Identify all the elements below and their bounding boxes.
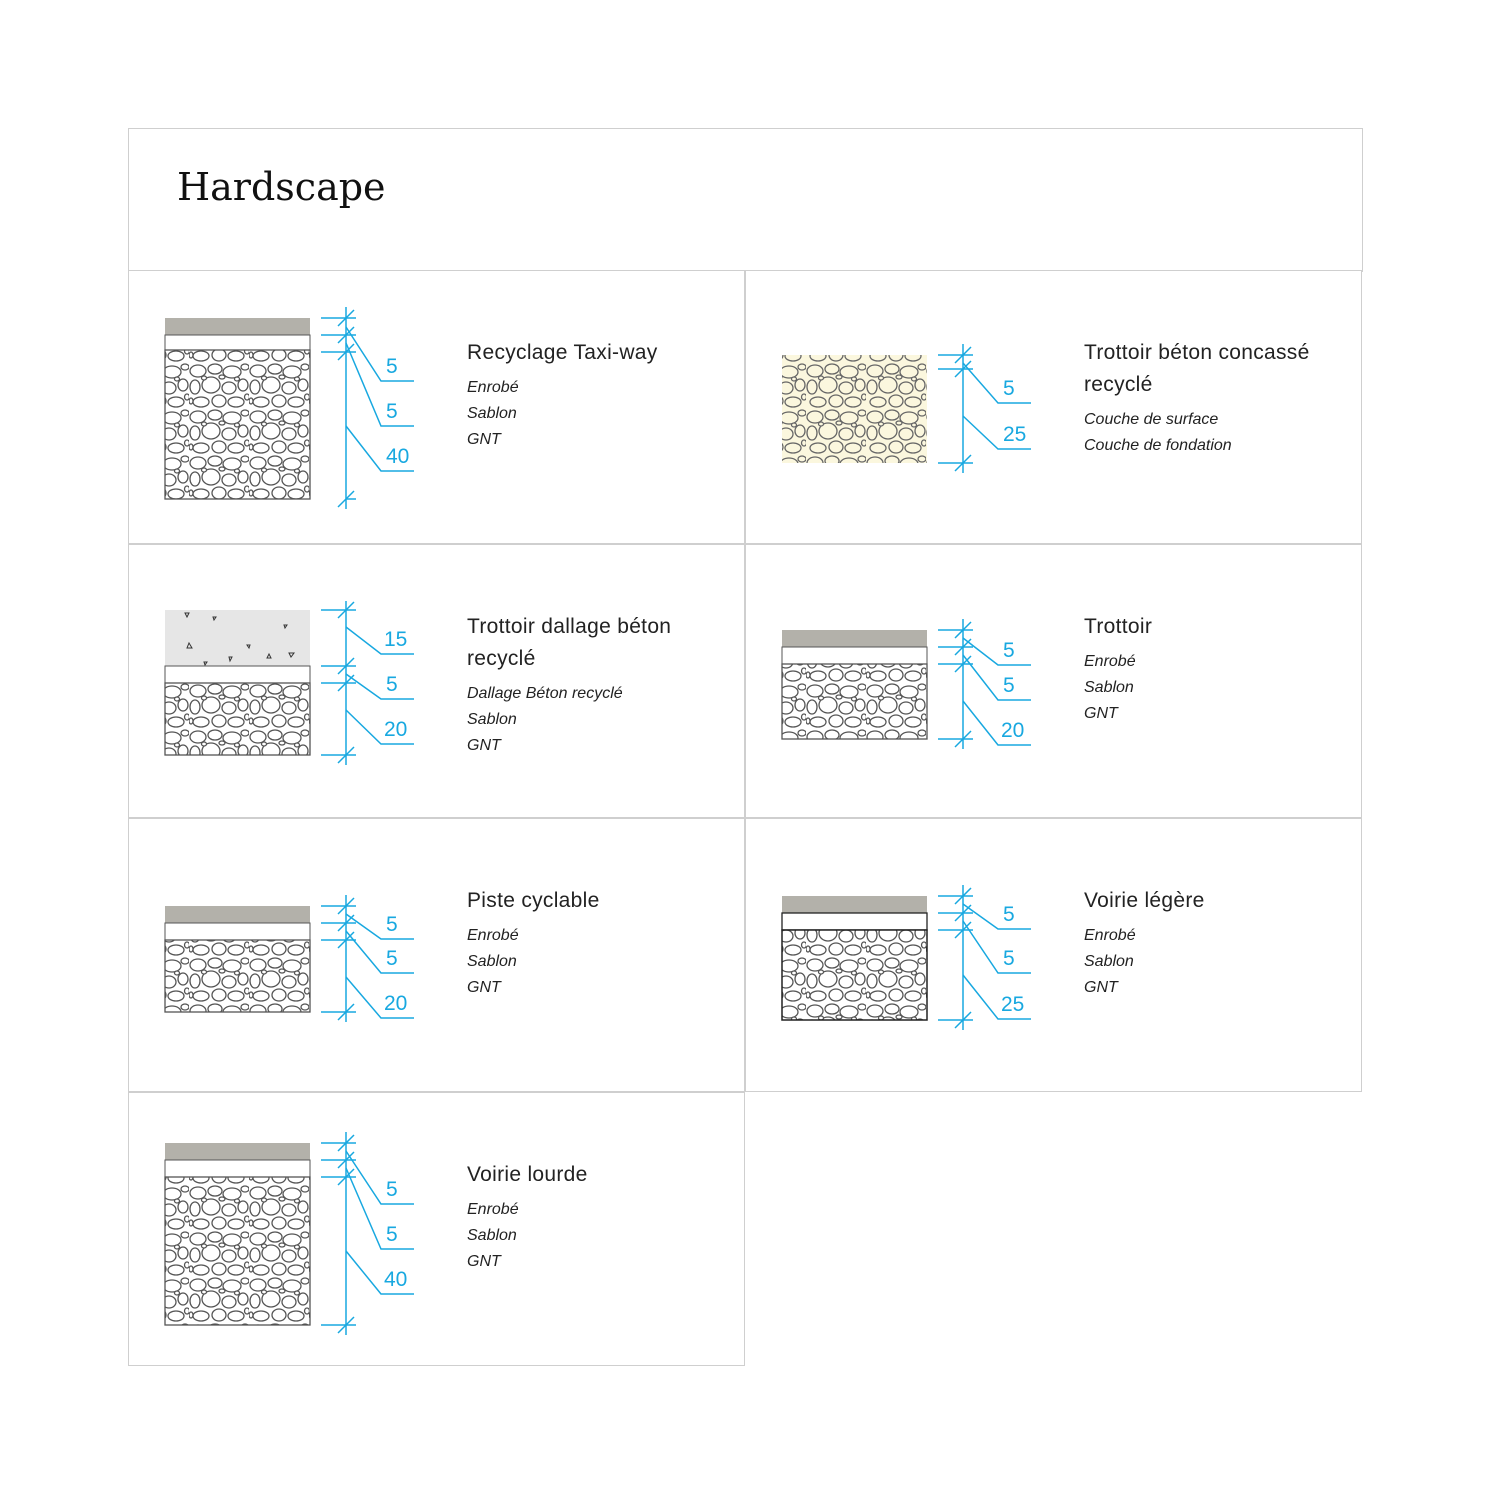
dimension-label: 5 <box>1003 903 1015 926</box>
section-trottoir-beton-concasse <box>745 270 1362 544</box>
section-trottoir <box>745 544 1362 818</box>
layer-label: Sablon <box>467 711 517 728</box>
dimension-line <box>321 307 414 509</box>
section-name: Piste cyclable <box>467 889 600 912</box>
layer-sablon <box>165 335 310 350</box>
page-title: Hardscape <box>177 165 386 209</box>
layer-label: GNT <box>467 1253 501 1270</box>
section-recyclage-taxi-way <box>128 270 745 544</box>
layer-label: Sablon <box>467 405 517 422</box>
dimension-label: 5 <box>1003 947 1015 970</box>
layer-label: Couche de fondation <box>1084 437 1232 454</box>
dimension-label: 5 <box>1003 639 1015 662</box>
layer-label: GNT <box>1084 979 1118 996</box>
dimension-label: 40 <box>386 445 410 468</box>
layer-label: Enrobé <box>1084 653 1136 670</box>
layer-label: Sablon <box>467 1227 517 1244</box>
layer-label: Sablon <box>467 953 517 970</box>
header <box>128 128 1363 272</box>
layer-label: GNT <box>467 431 501 448</box>
section-name: Voirie lourde <box>467 1163 588 1186</box>
layer-label: GNT <box>1084 705 1118 722</box>
layer-enrobe <box>782 630 927 647</box>
dimension-label: 15 <box>384 628 408 651</box>
section-name: Trottoir <box>1084 615 1153 638</box>
dimension-label: 5 <box>1003 674 1015 697</box>
layer-gnt <box>782 930 927 1020</box>
dimension-label: 5 <box>386 1178 398 1201</box>
dimension-label: 5 <box>386 400 398 423</box>
layer-label: Enrobé <box>1084 927 1136 944</box>
layer-gnt <box>165 1177 310 1325</box>
layer-label: Sablon <box>1084 953 1134 970</box>
dimension-line <box>321 1132 414 1335</box>
section-name: Trottoir dallage béton recyclé <box>467 615 672 670</box>
layer-sablon <box>165 666 310 683</box>
section-name: Recyclage Taxi-way <box>467 341 658 364</box>
layer-gnt <box>165 683 310 755</box>
section-name: Trottoir béton concassé recyclé <box>1084 341 1310 396</box>
dimension-label: 5 <box>1003 377 1015 400</box>
dimension-label: 40 <box>384 1268 408 1291</box>
layer-enrobe <box>782 896 927 913</box>
dimension-line <box>938 344 1031 473</box>
dimension-label: 5 <box>386 355 398 378</box>
layer-sablon <box>782 647 927 664</box>
layer-enrobe <box>165 318 310 335</box>
layer-label: Dallage Béton recyclé <box>467 685 623 702</box>
section-voirie-lourde <box>128 1092 745 1366</box>
layer-label: GNT <box>467 737 501 754</box>
layer-enrobe <box>165 1143 310 1160</box>
section-trottoir-dallage-beton <box>128 544 745 818</box>
section-name: Voirie légère <box>1084 889 1205 912</box>
layer-sablon <box>165 923 310 940</box>
layer-dallage <box>165 610 310 666</box>
dimension-label: 5 <box>386 673 398 696</box>
dimension-label: 5 <box>386 947 398 970</box>
layer-sablon <box>165 1160 310 1177</box>
layer-label: Couche de surface <box>1084 411 1219 428</box>
layer-label: Sablon <box>1084 679 1134 696</box>
layer-gnt <box>165 350 310 499</box>
layer-label: Enrobé <box>467 379 519 396</box>
layer-label: Enrobé <box>467 927 519 944</box>
dimension-label: 25 <box>1003 423 1027 446</box>
dimension-label: 20 <box>384 992 408 1015</box>
section-voirie-legere <box>745 818 1362 1092</box>
layer-sablon <box>782 913 927 930</box>
layer-enrobe <box>165 906 310 923</box>
layer-gnt <box>165 940 310 1012</box>
dimension-label: 20 <box>384 718 408 741</box>
layer-concrete-crushed <box>782 355 927 463</box>
dimension-label: 5 <box>386 913 398 936</box>
layer-label: GNT <box>467 979 501 996</box>
dimension-label: 20 <box>1001 719 1025 742</box>
dimension-label: 25 <box>1001 993 1025 1016</box>
hardscape-sheet <box>128 128 1363 1370</box>
section-piste-cyclable <box>128 818 745 1092</box>
layer-gnt <box>782 664 927 739</box>
layer-label: Enrobé <box>467 1201 519 1218</box>
dimension-label: 5 <box>386 1223 398 1246</box>
